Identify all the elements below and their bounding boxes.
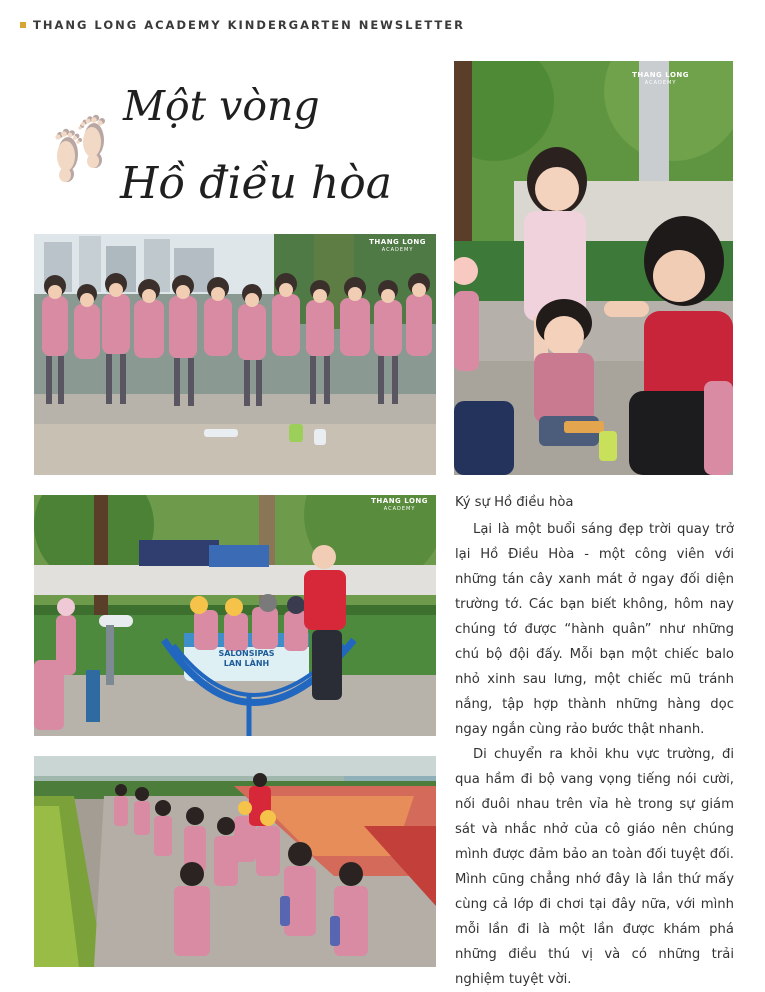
watermark-logo: THANG LONG ACADEMY [632, 71, 689, 86]
article-title-line-1: Một vòng [123, 82, 320, 130]
footprints-icon [48, 110, 114, 190]
article-title-line-2: Hồ điều hòa [120, 158, 392, 209]
article-body [455, 490, 734, 992]
watermark-logo: THANG LONG ACADEMY [371, 497, 428, 512]
park-sign: SALONSIPAS LAN LÀNH [218, 649, 275, 668]
article-subtitle: Ký sự Hồ điều hòa [455, 495, 574, 510]
photo-children-park-ride [34, 495, 436, 736]
article-paragraph: Lại là một buổi sáng đẹp trời quay trở lại Hồ Điều Hòa - một công viên với những tán cây xanh mát ở ngay đối diện trường tớ. Các bạn biết không, hôm nay chúng tớ được “hành quân” như những chú bộ đội đấy. Mỗi bạn một chiếc balo nhỏ xinh sau lưng, một chiếc mũ tránh nắng, tập hợp thành những hàng dọc ngay ngắn cùng rảo bước thật nhanh. [455, 522, 734, 737]
newsletter-header [20, 18, 465, 32]
photo-children-walking-path [34, 756, 436, 967]
newsletter-name: THANG LONG ACADEMY KINDERGARTEN NEWSLETTER [33, 18, 465, 32]
header-bullet [20, 22, 26, 28]
photo-teacher-with-children [454, 61, 733, 475]
photo-children-group-plaza [34, 234, 436, 475]
article-paragraph: Di chuyển ra khỏi khu vực trường, đi qua hầm đi bộ vang vọng tiếng nói cười, nối đuôi nhau trên vỉa hè trong sự giám sát và nhắc nhở của cô giáo nên chúng mình được đảm bảo an toàn đối tuyệt đối. Mình cũng chẳng nhớ đây là lần thứ mấy cùng cả lớp đi chơi tại đây nữa, với mình mỗi lần đi là một lần được khám phá những điều thú vị và có những trải nghiệm tuyệt vời. [455, 747, 734, 987]
watermark-logo: THANG LONG ACADEMY [369, 238, 426, 253]
